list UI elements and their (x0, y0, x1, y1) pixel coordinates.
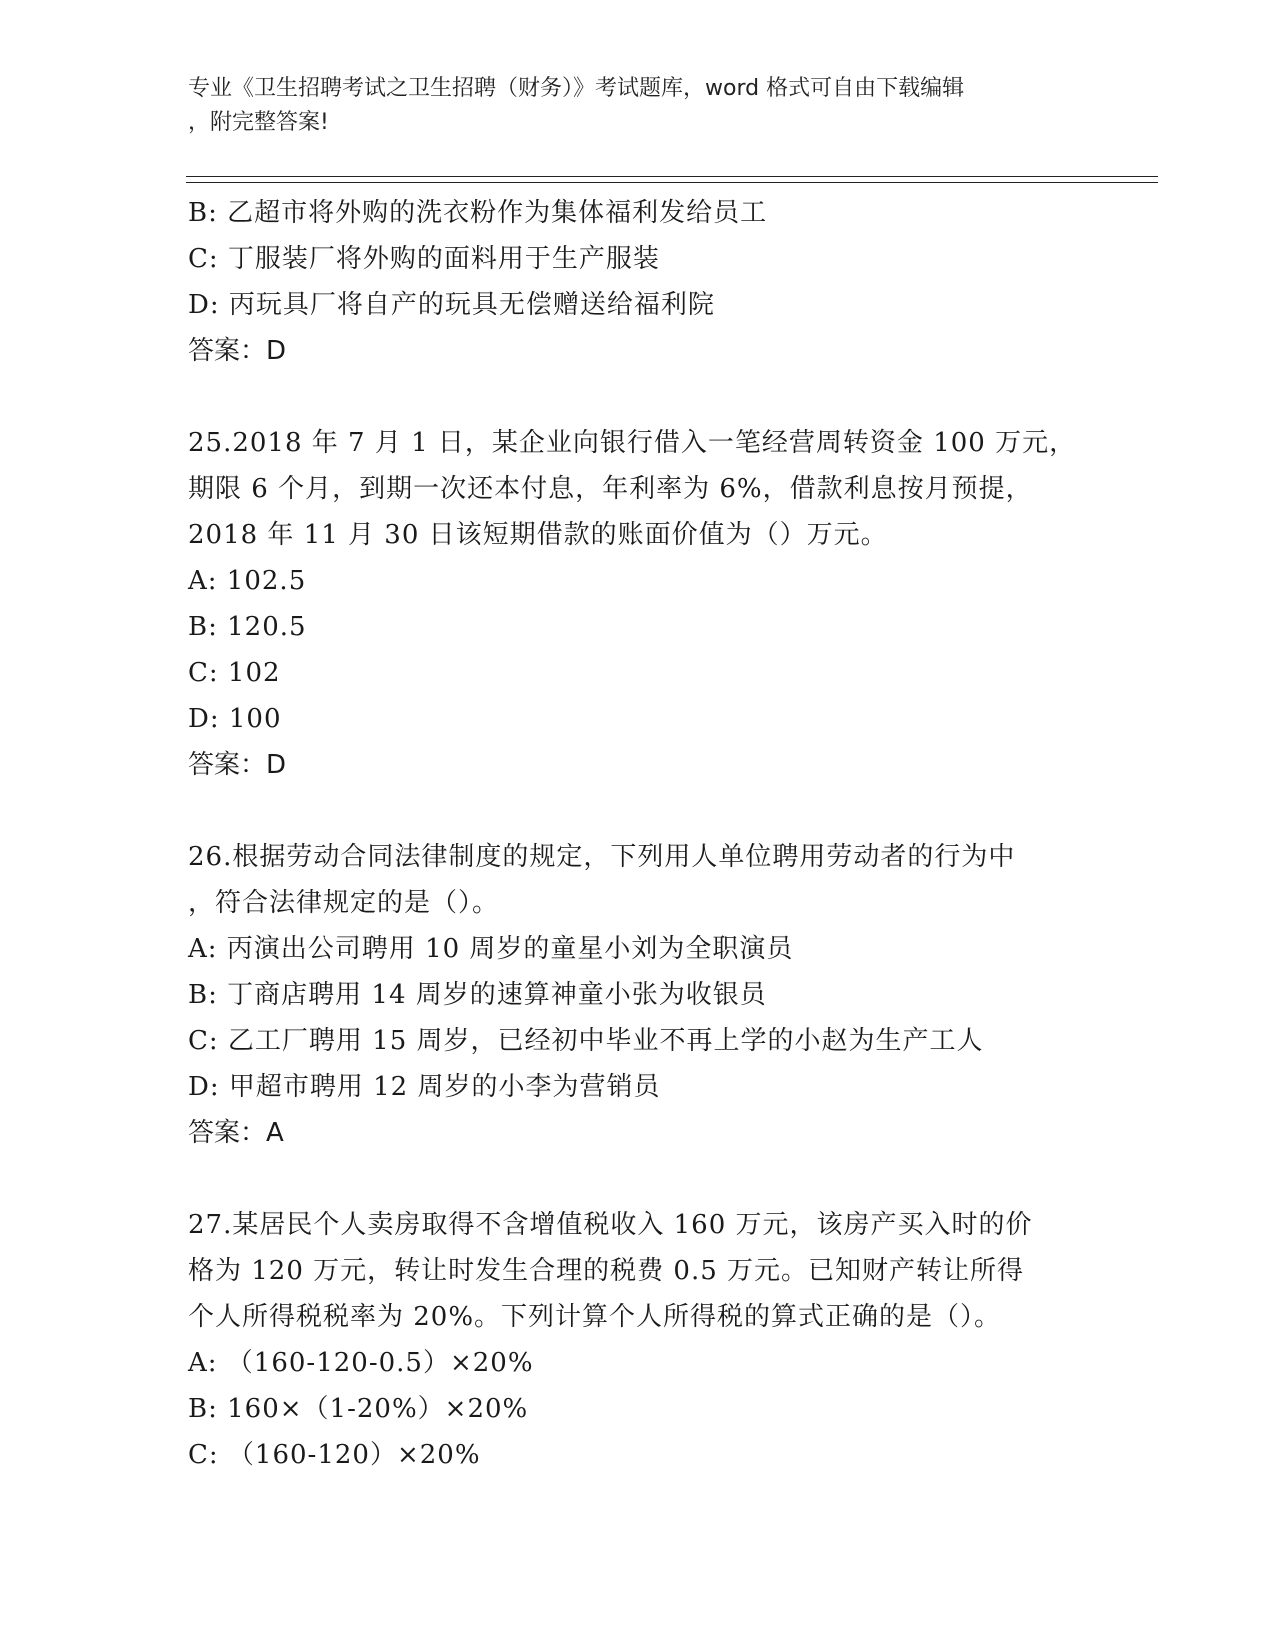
option-a: A: 102.5 (188, 566, 307, 596)
header-divider-bottom (186, 182, 1158, 183)
question-24-continued (188, 190, 1088, 374)
question-25 (188, 420, 1088, 788)
option-b: B: 乙超市将外购的洗衣粉作为集体福利发给员工 (188, 198, 768, 228)
option-d: D: 丙玩具厂将自产的玩具无偿赠送给福利院 (188, 290, 715, 320)
document-body (188, 190, 1088, 1478)
answer-line: 答案：D (188, 750, 287, 780)
answer-line: 答案：D (188, 336, 287, 366)
header-divider-top (186, 176, 1158, 177)
option-b: B: 160×（1-20%）×20% (188, 1394, 529, 1424)
option-d: D: 甲超市聘用 12 周岁的小李为营销员 (188, 1072, 661, 1102)
document-header (188, 72, 1088, 140)
question-stem-line: ，符合法律规定的是（）。 (188, 888, 500, 918)
question-stem-line: 26.根据劳动合同法律制度的规定，下列用人单位聘用劳动者的行为中 (188, 842, 1016, 872)
question-27 (188, 1202, 1088, 1478)
spacer (188, 374, 1088, 420)
spacer (188, 1156, 1088, 1202)
option-b: B: 120.5 (188, 612, 307, 642)
spacer (188, 788, 1088, 834)
question-26 (188, 834, 1088, 1156)
option-a: A: （160-120-0.5）×20% (188, 1348, 534, 1378)
option-d: D: 100 (188, 704, 282, 734)
option-c: C: 102 (188, 658, 281, 688)
question-stem-line: 期限 6 个月，到期一次还本付息，年利率为 6%，借款利息按月预提， (188, 474, 1033, 504)
header-line-1: 专业《卫生招聘考试之卫生招聘（财务）》考试题库，word 格式可自由下载编辑 (188, 76, 965, 101)
question-stem-line: 27.某居民个人卖房取得不含增值税收入 160 万元，该房产买入时的价 (188, 1210, 1033, 1240)
option-b: B: 丁商店聘用 14 周岁的速算神童小张为收银员 (188, 980, 767, 1010)
question-stem-line: 个人所得税税率为 20%。下列计算个人所得税的算式正确的是（）。 (188, 1302, 1002, 1332)
option-c: C: 乙工厂聘用 15 周岁，已经初中毕业不再上学的小赵为生产工人 (188, 1026, 984, 1056)
option-a: A: 丙演出公司聘用 10 周岁的童星小刘为全职演员 (188, 934, 794, 964)
question-stem-line: 25.2018 年 7 月 1 日，某企业向银行借入一笔经营周转资金 100 万元， (188, 428, 1077, 458)
question-stem-line: 格为 120 万元，转让时发生合理的税费 0.5 万元。已知财产转让所得 (188, 1256, 1025, 1286)
option-c: C: （160-120）×20% (188, 1440, 481, 1470)
option-c: C: 丁服装厂将外购的面料用于生产服装 (188, 244, 660, 274)
answer-line: 答案：A (188, 1118, 284, 1148)
question-stem-line: 2018 年 11 月 30 日该短期借款的账面价值为（）万元。 (188, 520, 888, 550)
header-line-2: ，附完整答案! (188, 110, 329, 135)
